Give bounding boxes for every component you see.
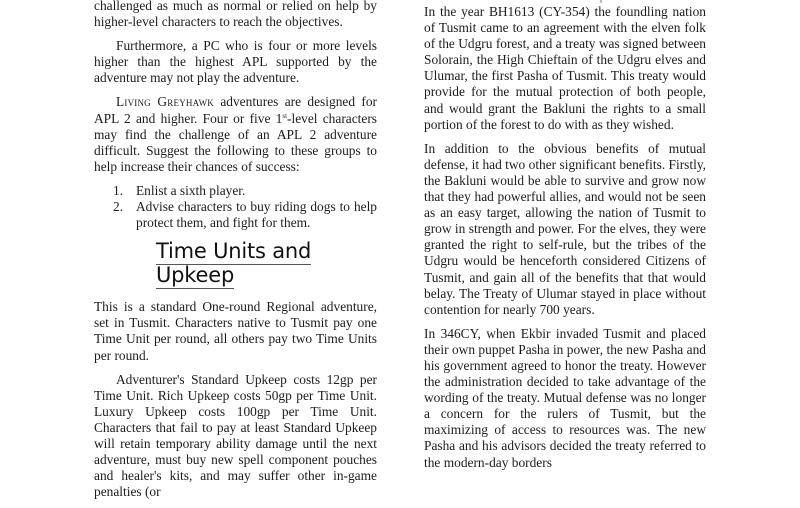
- paragraph-treaty-origin: In the year BH1613 (CY-354) the foundling nation of Tusmit came to an agreement with the elven folk of the Udgru forest, and a treaty was signed between Solorain, the High Chieftain of the Udgru elves and Ulumar, the first Pasha of Tusmit. This treaty would provide for the mutual protection of both people, and would grant the Bakluni the rights to a small portion of the forest to do with as they wished.: [424, 4, 706, 132]
- suggestion-list: [94, 183, 377, 231]
- list-number: 2.: [113, 199, 124, 215]
- paragraph-continuation: challenged as much as normal or relied on help by higher-level characters to reach the objectives.: [94, 0, 377, 30]
- list-item-text: Enlist a sixth player.: [136, 182, 246, 198]
- section-heading: [94, 239, 377, 287]
- paragraph-ekbir-invasion: In 346CY, when Ekbir invaded Tusmit and placed their own puppet Pasha in power, the new Pasha and his government agreed to honor the treaty. However the administration decided to take advantage of the wording of the treaty. Mutual defense was no longer a concern for the rulers of Tusmit, but the maximizing of access to resources was. The new Pasha and his advisors decided the treaty referred to the modern-day borders: [424, 325, 706, 470]
- list-item: [94, 183, 377, 199]
- ordinal-suffix: st: [282, 111, 288, 120]
- paragraph-apl-advice: [94, 94, 377, 174]
- left-column: [94, 0, 377, 508]
- apl-advice-text-a: adventures are designed for APL 2 and higher. Four or five 1: [94, 94, 377, 126]
- scan-mark: [600, 0, 602, 3]
- paragraph-level-restriction: Furthermore, a PC who is four or more levels higher than the highest APL supported by the adventure may not play the adventure.: [94, 38, 377, 86]
- paragraph-treaty-benefits: In addition to the obvious benefits of mutual defense, it had two other significant benefits. Firstly, the Bakluni would be able to survive and grow now that they had powerful allies, and would not be seen as an easy target, allowing the nation of Tusmit to grow in strength and power. For the elves, they were granted the right to self-rule, but the tribes of the Udgru would be henceforth considered Citizens of Tusmit, and gain all of the benefits that that would belay. The Treaty of Ulumar stayed in place without contention for nearly 700 years.: [424, 140, 706, 317]
- section-heading-text: Time Units and Upkeep: [156, 239, 312, 288]
- paragraph-upkeep: Adventurer's Standard Upkeep costs 12gp per Time Unit. Rich Upkeep costs 50gp per Time Unit. Luxury Upkeep costs 100gp per Time Unit. Characters that fail to pay at least Standard Upkeep will retain temporary ability damage until the next adventure, must buy new spell component pouches and healer's kits, and may suffer other in-game penalties (or: [94, 371, 377, 500]
- list-item: [94, 199, 377, 231]
- list-number: 1.: [113, 182, 124, 198]
- right-column: [424, 4, 706, 479]
- list-item-text: Advise characters to buy riding dogs to help protect them, and fight for them.: [136, 199, 377, 231]
- apl-advice-text-b: -level characters may find the challenge of an APL 2 adventure difficult. Suggest the following to these groups to help increase their chances of success:: [94, 110, 378, 174]
- campaign-name: Living Greyhawk: [116, 94, 214, 110]
- paragraph-time-units: This is a standard One-round Regional adventure, set in Tusmit. Characters native to Tusmit pay one Time Unit per round, all others pay two Time Units per round.: [94, 299, 377, 363]
